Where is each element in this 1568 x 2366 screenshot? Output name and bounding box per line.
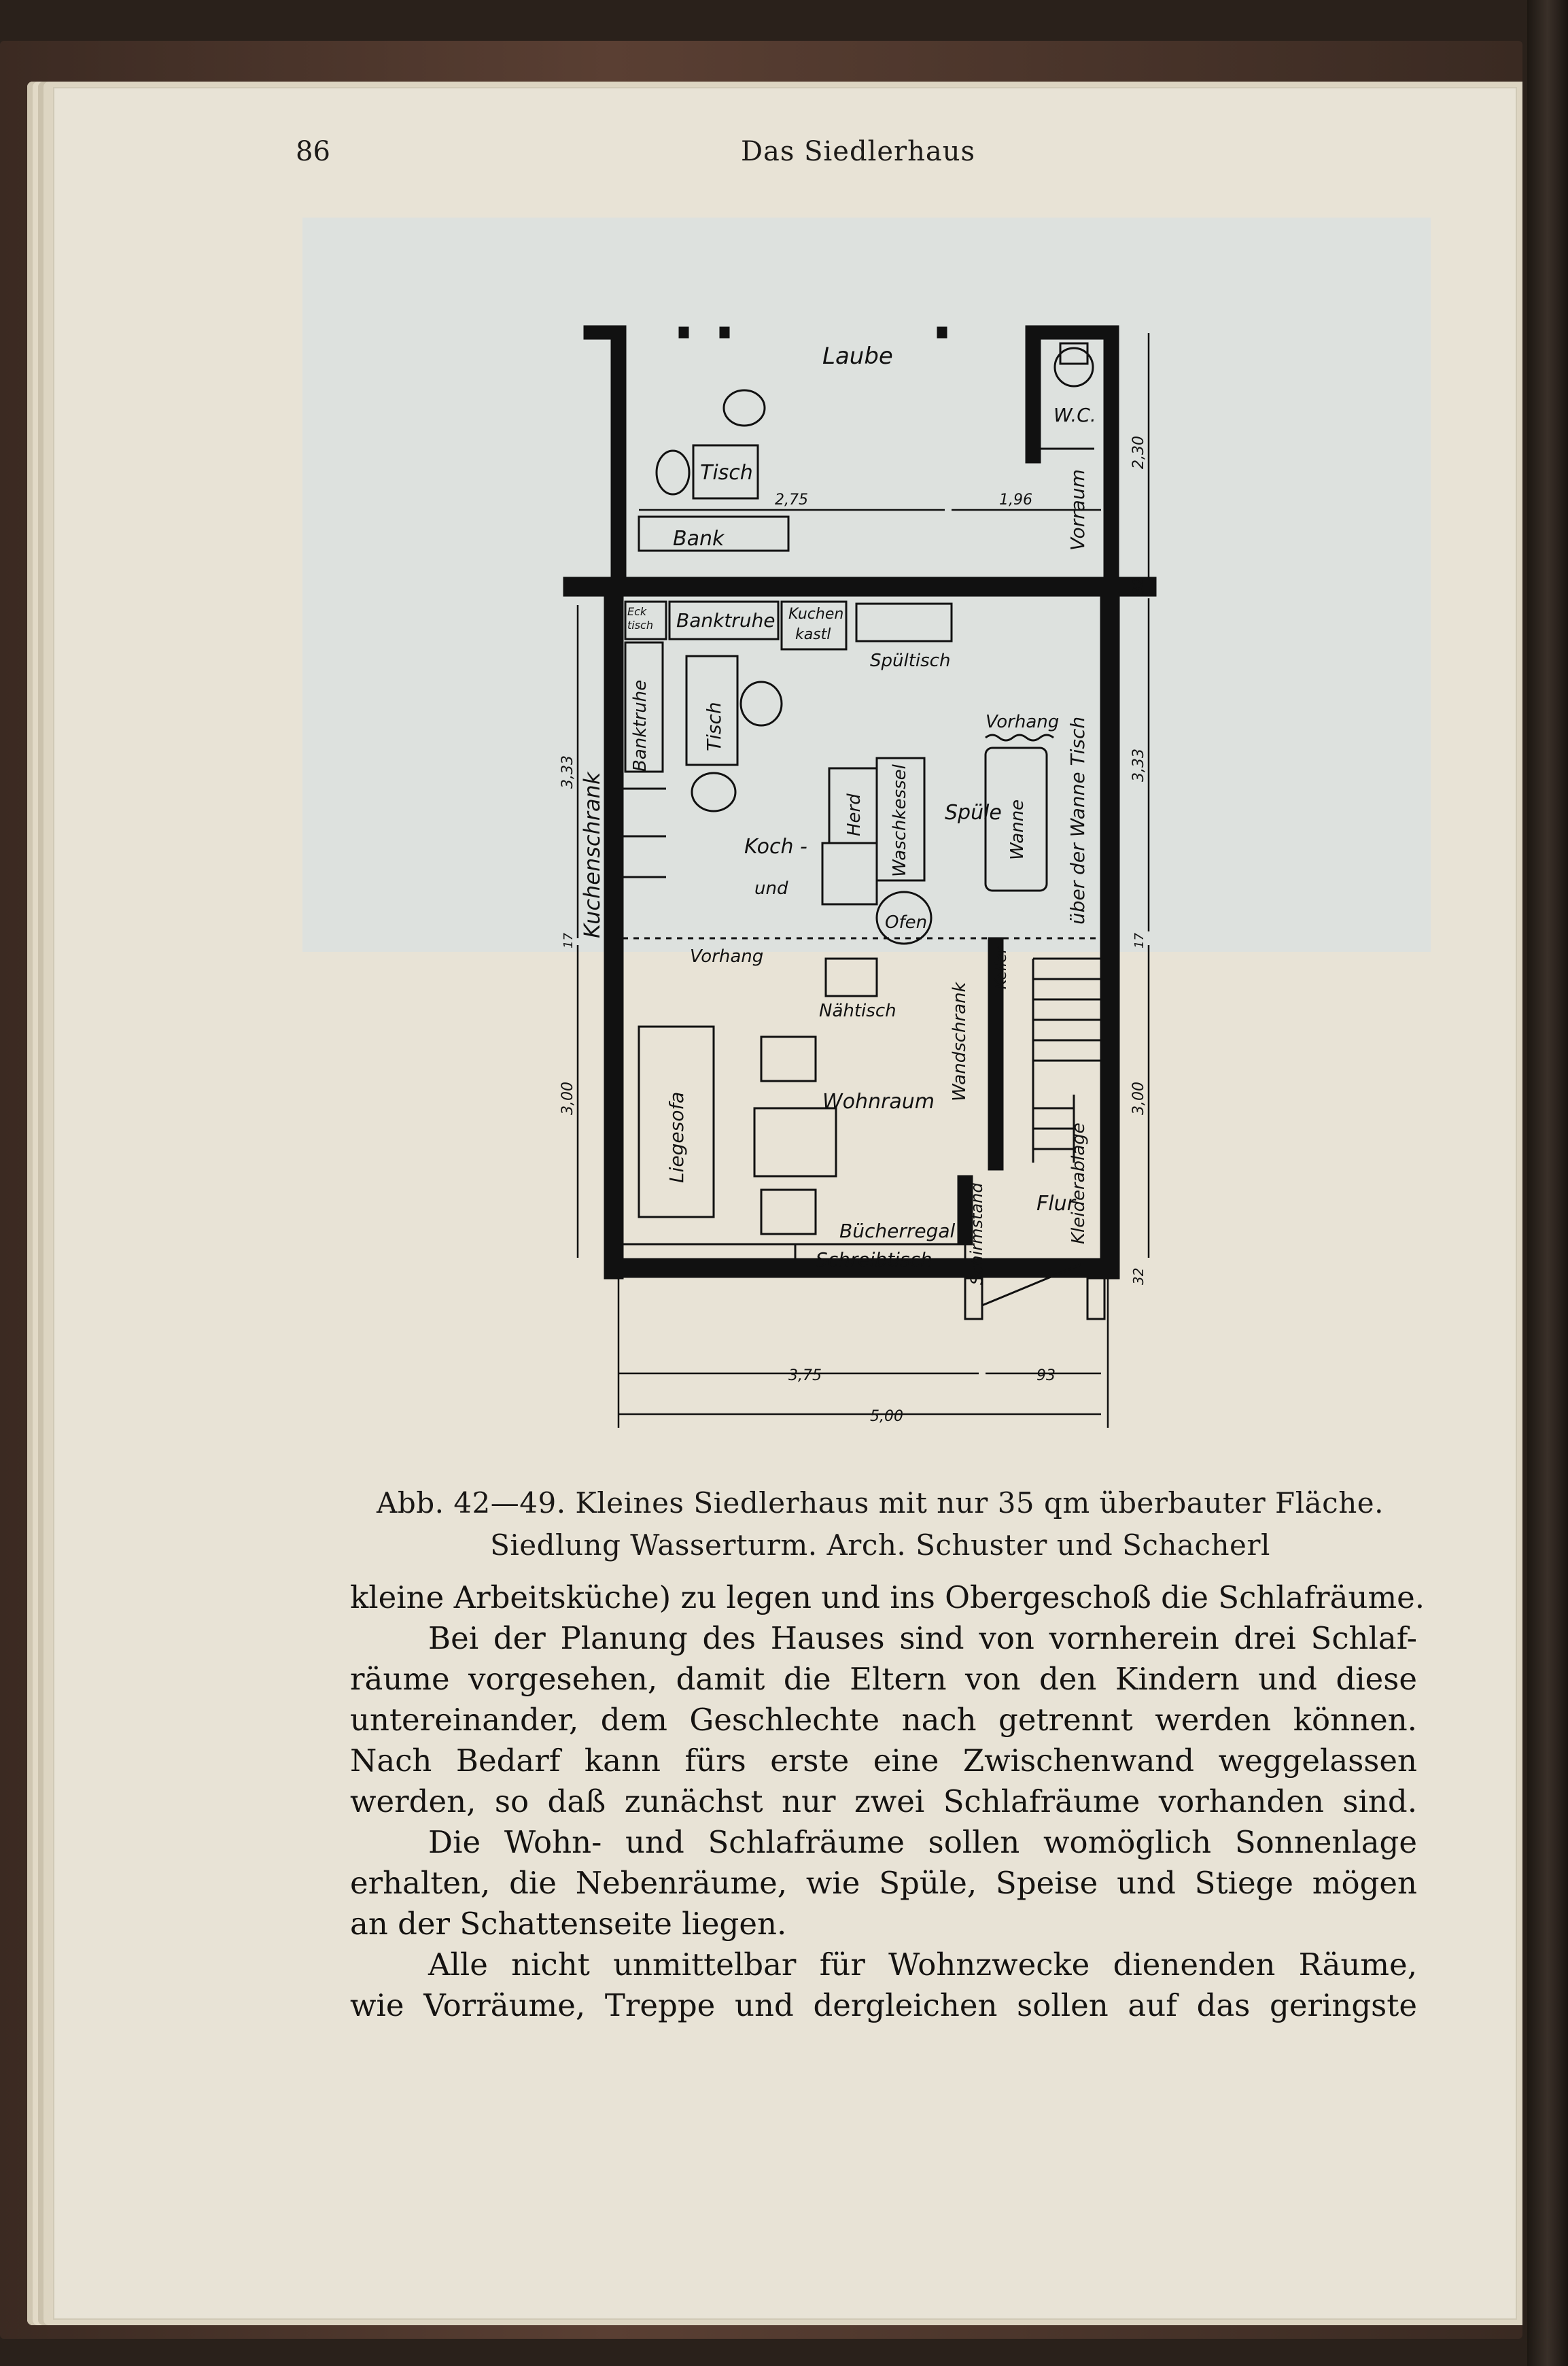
- dim-196: 1,96: [999, 492, 1032, 509]
- bath-curtain: [986, 735, 1053, 740]
- label-banktruhe-top: Banktruhe: [676, 609, 776, 632]
- chair-kitchen: [741, 682, 782, 725]
- dim-275: 2,75: [775, 492, 808, 509]
- label-kastl: kastl: [795, 626, 831, 643]
- dim-300-left: 3,00: [559, 1082, 576, 1115]
- label-tisch-kitchen: Tisch: [703, 702, 725, 751]
- body-line: Alle nicht unmittelbar für Wohnzwecke dienenden Räume,: [428, 1947, 1417, 1983]
- body-line: räume vorgesehen, damit die Eltern von den Kindern und diese: [350, 1661, 1417, 1697]
- label-ofen: Ofen: [885, 912, 928, 933]
- label-ueber-wanne-tisch: über der Wanne Tisch: [1066, 716, 1089, 925]
- body-line: Bei der Planung des Hauses sind von vornherein drei Schlaf-: [428, 1620, 1417, 1656]
- dim-32-top: 32: [1130, 577, 1147, 595]
- label-tisch-eck: tisch: [627, 619, 653, 632]
- laube-post-left: [612, 326, 625, 585]
- laube-beam: [585, 326, 625, 339]
- label-spueltisch: Spültisch: [870, 651, 951, 671]
- book-spine: [1527, 0, 1568, 2366]
- label-herd: Herd: [844, 793, 865, 836]
- body-line: werden, so daß zunächst nur zwei Schlafräume vorhanden sind.: [350, 1783, 1417, 1819]
- table-living: [754, 1108, 836, 1176]
- wall-right: [1101, 578, 1119, 1278]
- dim-17-left: 17: [561, 933, 576, 948]
- label-eck: Eck: [627, 605, 647, 618]
- body-text: [350, 1577, 1425, 2026]
- wc-tank: [1060, 343, 1087, 364]
- label-wohnraum: Wohnraum: [822, 1090, 935, 1114]
- dim-93: 93: [1036, 1367, 1056, 1384]
- entrance-post: [1087, 1278, 1104, 1319]
- label-koch: Koch -: [744, 835, 807, 859]
- body-line: Nach Bedarf kann fürs erste eine Zwischenwand weggelassen: [350, 1743, 1417, 1779]
- label-buecherregal: Bücherregal: [839, 1220, 956, 1242]
- label-wanne: Wanne: [1007, 799, 1028, 860]
- staircase: [1033, 959, 1101, 1163]
- dim-32-bottom: 32: [1130, 1267, 1147, 1285]
- dim-17-right: 17: [1132, 933, 1147, 948]
- label-schirmstaend: Schirmständ: [967, 1182, 986, 1285]
- label-bank: Bank: [673, 527, 725, 551]
- floor-plan-figure: [353, 224, 1332, 1482]
- body-line: erhalten, die Nebenräume, wie Spüle, Speise und Stiege mögen: [350, 1865, 1417, 1901]
- label-vorhang-bath: Vorhang: [986, 712, 1060, 732]
- label-kuchen: Kuchen: [788, 606, 844, 623]
- label-vorraum: Vorraum: [1066, 469, 1089, 551]
- body-line: Die Wohn- und Schlafräume sollen womöglich Sonnenlage: [428, 1824, 1417, 1860]
- dim-375: 3,75: [788, 1367, 822, 1384]
- running-title: Das Siedlerhaus: [740, 136, 976, 167]
- floor-plan-drawing: [353, 224, 1332, 1482]
- label-kleiderablage: Kleiderablage: [1068, 1122, 1089, 1244]
- label-tisch-laube: Tisch: [700, 461, 753, 485]
- label-spuele: Spüle: [945, 801, 1002, 825]
- caption-line-1: Abb. 42—49. Kleines Siedlerhaus mit nur 35 qm überbauter Fläche.: [377, 1486, 1384, 1520]
- dim-333-left: 3,33: [559, 755, 576, 789]
- dim-300-right: 3,00: [1130, 1082, 1147, 1115]
- label-laube: Laube: [822, 343, 893, 370]
- caption-line-2: Siedlung Wasserturm. Arch. Schuster und Schacherl: [490, 1528, 1270, 1562]
- label-kuchenschrank: Kuchenschrank: [579, 772, 605, 938]
- body-line: untereinander, dem Geschlechte nach getrennt werden können.: [350, 1702, 1417, 1738]
- body-line: an der Schattenseite liegen.: [350, 1906, 787, 1942]
- label-schreibtisch: Schreibtisch: [816, 1248, 933, 1271]
- label-und: und: [754, 878, 788, 899]
- label-wc: W.C.: [1053, 404, 1096, 426]
- label-banktruhe-side: Banktruhe: [630, 679, 650, 772]
- figure-caption: [343, 1482, 1417, 1566]
- label-keller: Keller: [993, 947, 1010, 989]
- sewing-table: [826, 959, 877, 996]
- label-waschkessel: Waschkessel: [890, 764, 910, 877]
- wall-left: [605, 578, 623, 1278]
- label-naehtisch: Nähtisch: [819, 1001, 896, 1021]
- chair-kitchen: [692, 773, 735, 811]
- label-wandschrank: Wandschrank: [949, 982, 970, 1101]
- laube-post: [680, 328, 688, 337]
- page-number: 86: [296, 136, 330, 167]
- dim-500: 5,00: [870, 1408, 903, 1425]
- laube-post: [720, 328, 729, 337]
- label-vorhang-kitchen: Vorhang: [690, 946, 764, 967]
- chair-living: [761, 1190, 816, 1234]
- chair-laube: [724, 390, 765, 426]
- wc-wall-right: [1104, 326, 1118, 585]
- body-line: kleine Arbeitsküche) zu legen und ins Obergeschoß die Schlafräume.: [350, 1579, 1425, 1615]
- dim-333-right: 3,33: [1130, 749, 1147, 782]
- wc-wall-left: [1026, 326, 1040, 462]
- sink-table: [856, 604, 952, 641]
- chair-laube: [657, 451, 689, 494]
- label-flur: Flur: [1036, 1192, 1075, 1216]
- body-line: wie Vorräume, Treppe und dergleichen sollen auf das geringste: [350, 1987, 1417, 2023]
- wall-mid-top: [564, 578, 1101, 596]
- running-head: [296, 136, 1421, 177]
- stove-base: [822, 843, 877, 904]
- label-liegesofa: Liegesofa: [665, 1091, 688, 1183]
- laube-post: [938, 328, 946, 337]
- dim-230: 2,30: [1130, 436, 1147, 469]
- chair-living: [761, 1037, 816, 1081]
